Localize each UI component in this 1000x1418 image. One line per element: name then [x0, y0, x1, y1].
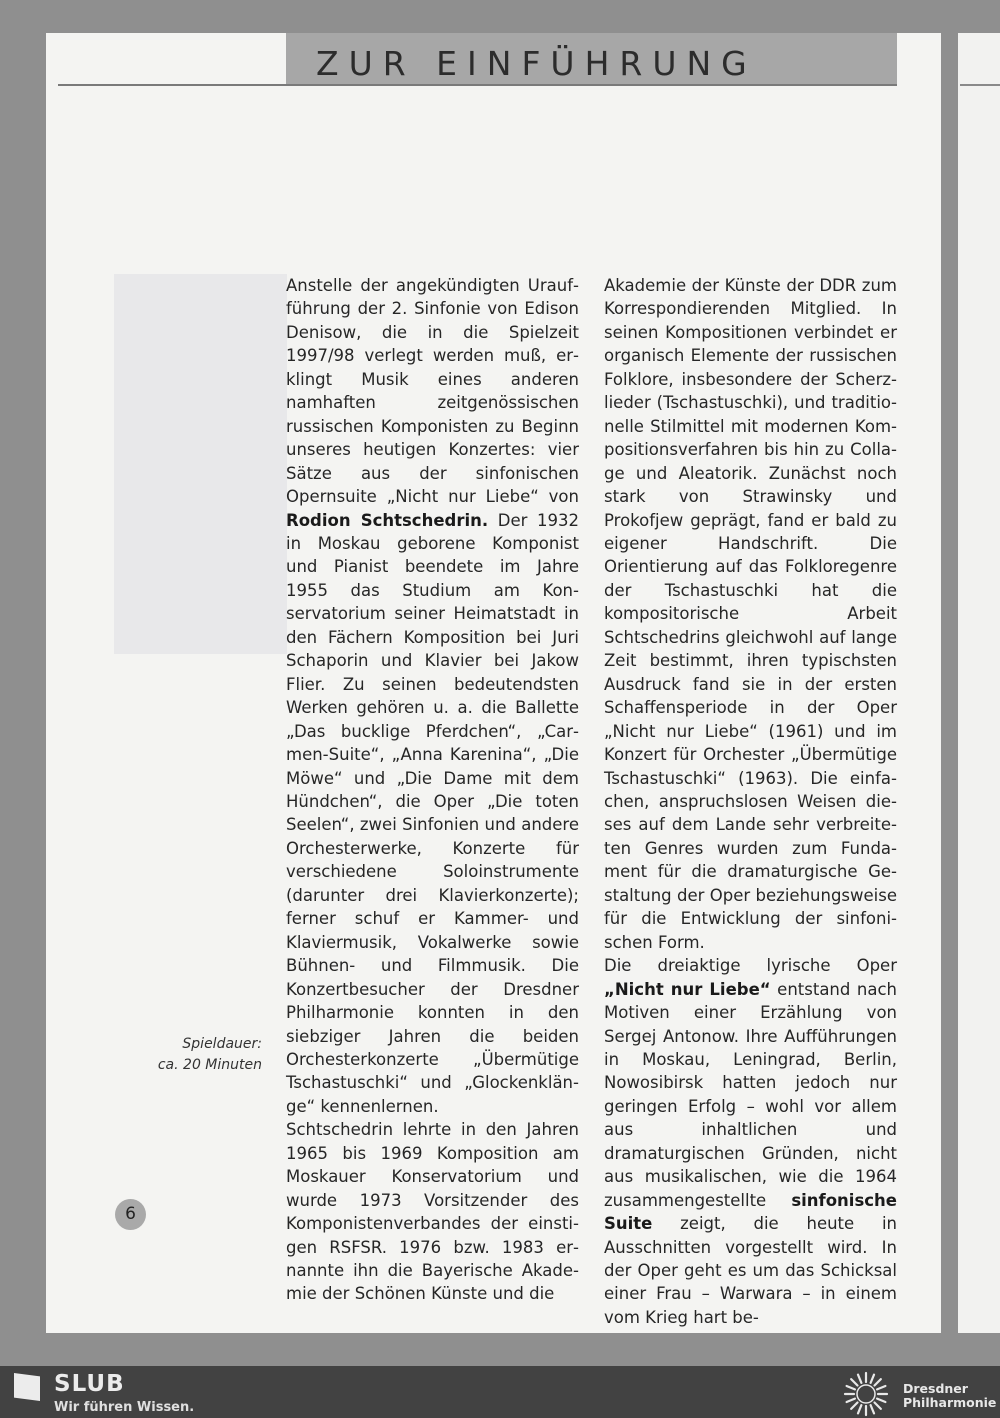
page-number: 6 [115, 1199, 146, 1230]
text-column-left [286, 274, 579, 1306]
paragraph: Akademie der Künste der DDR zum Korrespondierenden Mitglied. In seinen Kompositionen verbindet er organisch Elemente der russischen Folklore, insbesondere der Scherzlieder (Tschastuschki), und traditionelle Stilmittel mit modernen Kompositionsverfahren bis hin zu Collage und Aleatorik. Zunächst noch stark von Strawinsky und Prokofjew geprägt, fand er bald zu eigener Handschrift. Die Orientierung auf das Folkloregenre der Tschastuschki hat die kompositorische Arbeit Schtschedrins gleichwohl auf lange Zeit bestimmt, ihren typischsten Ausdruck fand sie in der ersten Schaffensperiode in der Oper „Nicht nur Liebe“ (1961) und im Konzert für Orchester „Übermütige Tschastuschki“ (1963). Die einfachen, anspruchslosen Weisen dieses auf dem Lande sehr verbreiteten Genres wurden zum Fundament für die dramaturgische Gestaltung der Oper beziehungsweise für die Entwicklung der sinfonischen Form. [604, 276, 897, 952]
sun-ray [858, 1405, 861, 1413]
text-run: entstand nach Motiven einer Erzählung von Sergej Antonow. Ihre Aufführungen in Moskau, Leningrad, Berlin, Nowosibirsk hatten jedoch nur geringen Erfolg – wohl vor allem aus inhaltlichen und dramaturgischen Gründen, nicht aus musikalischen, wie die 1964 zusammengestellte [604, 979, 897, 1210]
duration-note [158, 1034, 262, 1076]
sun-ray [877, 1399, 885, 1402]
sun-ray [871, 1375, 874, 1383]
partner-line: Dresdner [903, 1381, 968, 1396]
paragraph [604, 954, 897, 1329]
sun-ray [871, 1405, 874, 1413]
duration-label: Spieldauer: [182, 1036, 262, 1052]
sun-ray [874, 1402, 880, 1408]
sun-ray [874, 1379, 880, 1385]
sun-ray [847, 1386, 855, 1389]
slub-tagline: Wir führen Wissen. [54, 1400, 195, 1415]
header-rule [58, 84, 897, 86]
duration-value: ca. 20 Minuten [157, 1057, 262, 1073]
sun-ray [851, 1402, 857, 1408]
right-page-edge [958, 33, 1000, 1333]
paragraph: Schtschedrin lehrte in den Jahren 1965 bis 1969 Komposition am Moskauer Konservatorium und wurde 1973 Vorsitzender des Komponistenverbandes der einstigen RSFSR. 1976 bzw. 1983 ernannte ihn die Bayerische Akademie der Schönen Künste und die [286, 1120, 579, 1304]
text-run: Der 1932 in Moskau geborene Komponist und Pianist beendete im Jahre 1955 das Studium am Konservatorium seiner Heimatstadt in den Fächern Komposition bei Juri Schaporin und Klavier bei Jakow Flier. Zu seinen bedeutendsten Werken gehören u. a. die Ballette „Das bucklige Pferdchen“, „Carmen-Suite“, „Anna Karenina“, „Die Möwe“ und „Die Dame mit dem Hündchen“, die Oper „Die toten Seelen“, zwei Sinfonien und andere Orchesterwerke, Konzerte für verschiedene Soloinstrumente (darunter drei Klavierkonzerte); ferner schuf er Kammer- und Klaviermusik, Vokalwerke sowie Bühnen- und Filmmusik. Die Konzertbesucher der Dresdner Philharmonie konnten in den siebziger Jahren die beiden Orchesterkonzerte „Übermütige Tschastuschki“ und „Glockenklänge“ kennenlernen. [286, 510, 579, 1116]
faded-photo [114, 274, 287, 654]
header-rule-right [960, 84, 1000, 86]
text-run: zeigt, die heute in Ausschnitten vorgestellt wird. In der Oper geht es um das Schicksal einer Frau – Warwara – in einem vom Krieg hart be- [604, 1214, 897, 1327]
composer-name: Rodion Schtschedrin. [286, 510, 489, 530]
sun-ray [851, 1379, 857, 1385]
sun-ray [847, 1399, 855, 1402]
philharmonie-sun-icon [843, 1371, 889, 1417]
book-icon [14, 1373, 40, 1401]
partner-line: Philharmonie [903, 1395, 997, 1410]
suite-label: sinfonische Suite [604, 1190, 897, 1234]
paragraph [286, 274, 579, 1118]
partner-logo-text[interactable] [903, 1382, 996, 1410]
section-title: ZUR EINFÜHRUNG [316, 44, 757, 83]
opera-title: „Nicht nur Liebe“ [604, 979, 771, 999]
sun-ray [858, 1375, 861, 1383]
text-run: Die dreiaktige lyrische Oper [604, 956, 897, 976]
slub-logo-text[interactable]: SLUB [54, 1371, 125, 1397]
text-column-right [604, 274, 897, 1329]
sun-ray [877, 1386, 885, 1389]
text-run: Anstelle der angekündigten Uraufführung der 2. Sinfonie von Edison Denisow, die in die Spielzeit 1997/98 verlegt werden muß, erklingt Musik eines anderen namhaften zeitgenössischen russischen Komponisten zu Beginn unseres heutigen Konzertes: vier Sätze aus der sinfonischen Opernsuite „Nicht nur Liebe“ von [286, 276, 579, 507]
